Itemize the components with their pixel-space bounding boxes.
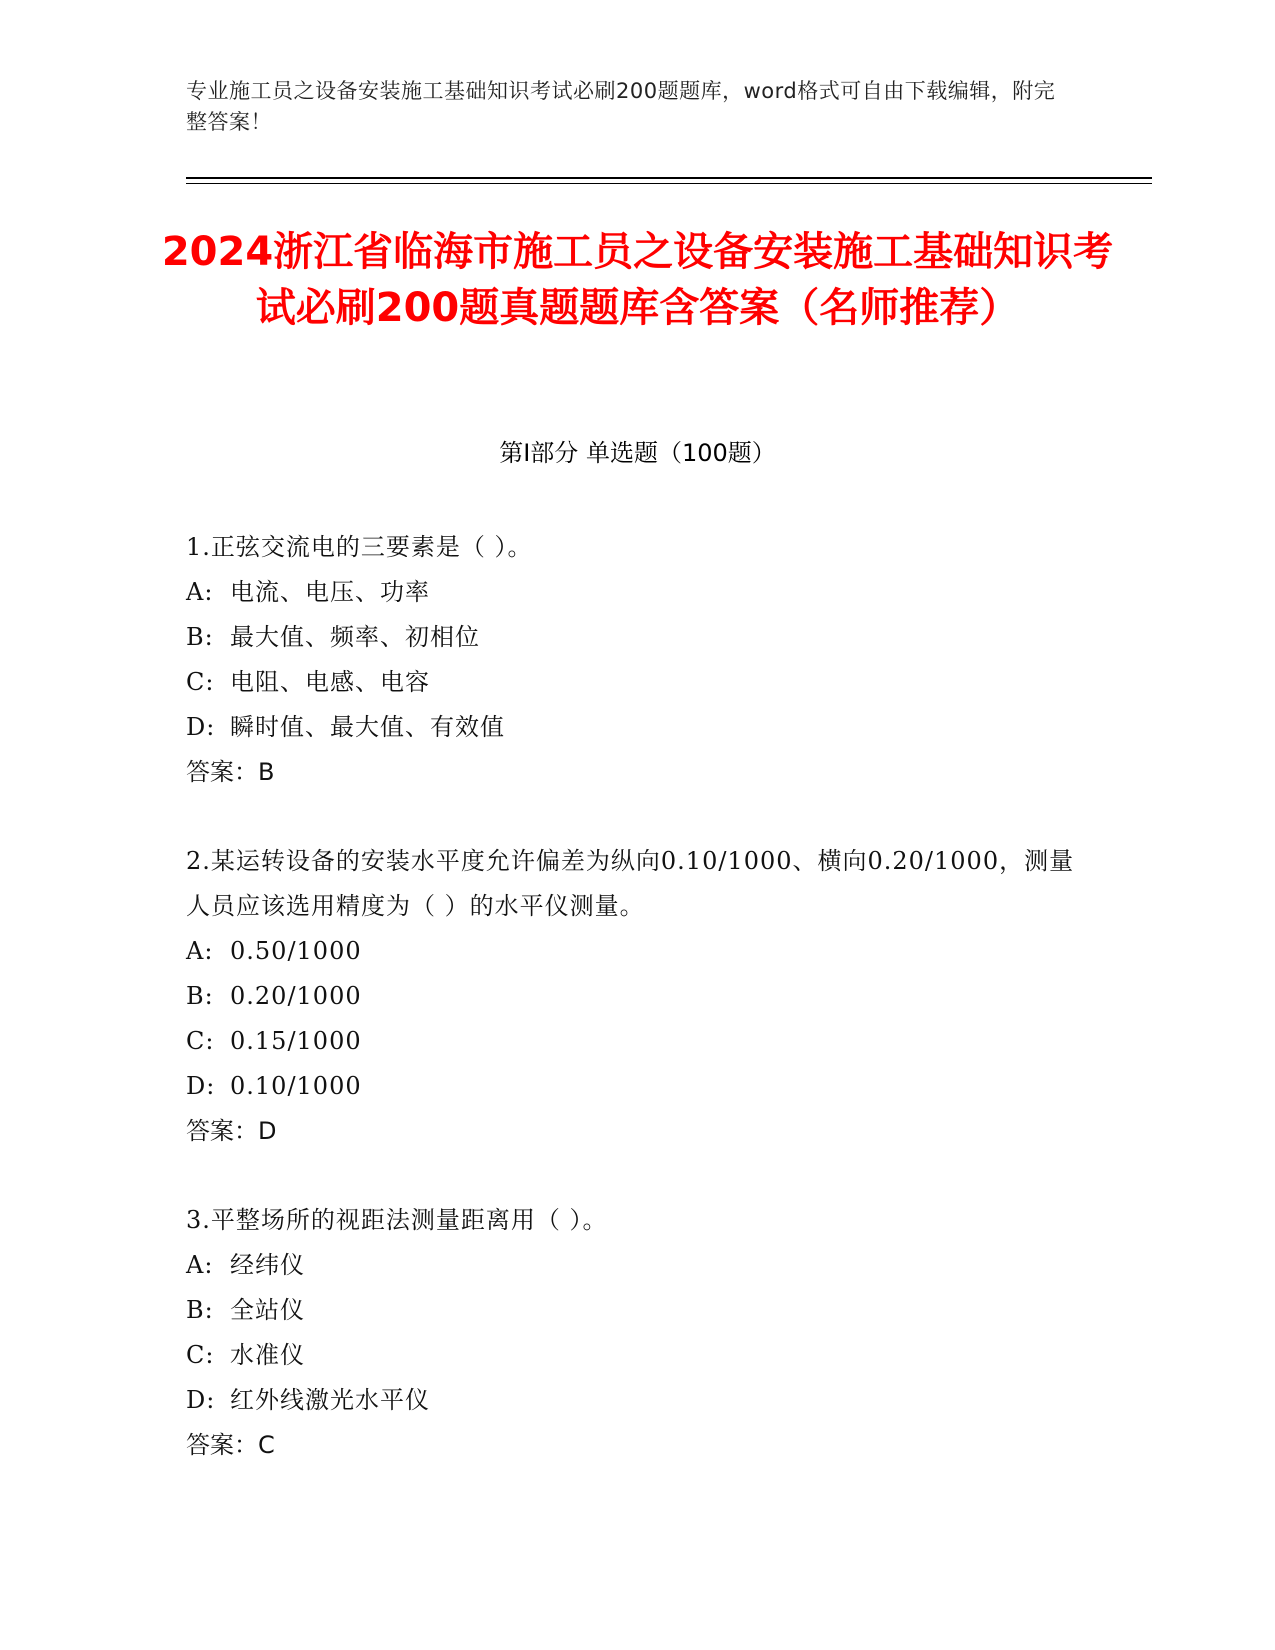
option-key: A: xyxy=(186,578,214,606)
answer: 答案：C xyxy=(186,1431,275,1459)
option-a xyxy=(186,929,1086,974)
option-text: 0.15/1000 xyxy=(230,1027,362,1055)
option-c xyxy=(186,1333,1086,1378)
question-2 xyxy=(186,839,1086,1154)
option-text: 瞬时值、最大值、有效值 xyxy=(230,713,505,741)
option-text: 电阻、电感、电容 xyxy=(230,668,430,696)
option-key: C: xyxy=(186,1341,215,1369)
question-stem: 3.平整场所的视距法测量距离用（ ）。 xyxy=(186,1206,608,1234)
header-note: 专业施工员之设备安装施工基础知识考试必刷200题题库，word格式可自由下载编辑，附完整答案！ xyxy=(186,79,1056,134)
answer: 答案：D xyxy=(186,1117,277,1145)
question-stem: 1.正弦交流电的三要素是（ ）。 xyxy=(186,533,533,561)
option-key: C: xyxy=(186,1027,215,1055)
question-list xyxy=(186,525,1086,1512)
option-c xyxy=(186,1019,1086,1064)
question-3 xyxy=(186,1198,1086,1468)
option-d xyxy=(186,705,1086,750)
section-heading: 第Ⅰ部分 单选题（100题） xyxy=(499,439,776,467)
option-text: 红外线激光水平仪 xyxy=(230,1386,430,1414)
option-text: 经纬仪 xyxy=(230,1251,305,1279)
option-d xyxy=(186,1064,1086,1109)
document-title: 2024浙江省临海市施工员之设备安装施工基础知识考试必刷200题真题题库含答案（名师推荐） xyxy=(161,229,1114,331)
option-key: D: xyxy=(186,1072,216,1100)
option-b xyxy=(186,1288,1086,1333)
option-key: B: xyxy=(186,982,214,1010)
option-text: 全站仪 xyxy=(230,1296,305,1324)
option-text: 最大值、频率、初相位 xyxy=(230,623,480,651)
option-key: C: xyxy=(186,668,215,696)
question-stem: 2.某运转设备的安装水平度允许偏差为纵向0.10/1000、横向0.20/1000，测量人员应该选用精度为（ ）的水平仪测量。 xyxy=(186,847,1075,920)
option-b xyxy=(186,615,1086,660)
option-key: D: xyxy=(186,1386,216,1414)
option-d xyxy=(186,1378,1086,1423)
question-1 xyxy=(186,525,1086,795)
option-c xyxy=(186,660,1086,705)
option-text: 电流、电压、功率 xyxy=(230,578,430,606)
option-text: 水准仪 xyxy=(230,1341,305,1369)
option-text: 0.50/1000 xyxy=(230,937,362,965)
option-key: A: xyxy=(186,1251,214,1279)
option-text: 0.20/1000 xyxy=(230,982,362,1010)
option-key: D: xyxy=(186,713,216,741)
option-key: B: xyxy=(186,623,214,651)
option-a xyxy=(186,570,1086,615)
answer: 答案：B xyxy=(186,758,275,786)
option-a xyxy=(186,1243,1086,1288)
header-divider-thin xyxy=(186,183,1152,184)
header-divider-thick xyxy=(186,177,1152,179)
option-text: 0.10/1000 xyxy=(230,1072,362,1100)
option-key: B: xyxy=(186,1296,214,1324)
option-b xyxy=(186,974,1086,1019)
option-key: A: xyxy=(186,937,214,965)
